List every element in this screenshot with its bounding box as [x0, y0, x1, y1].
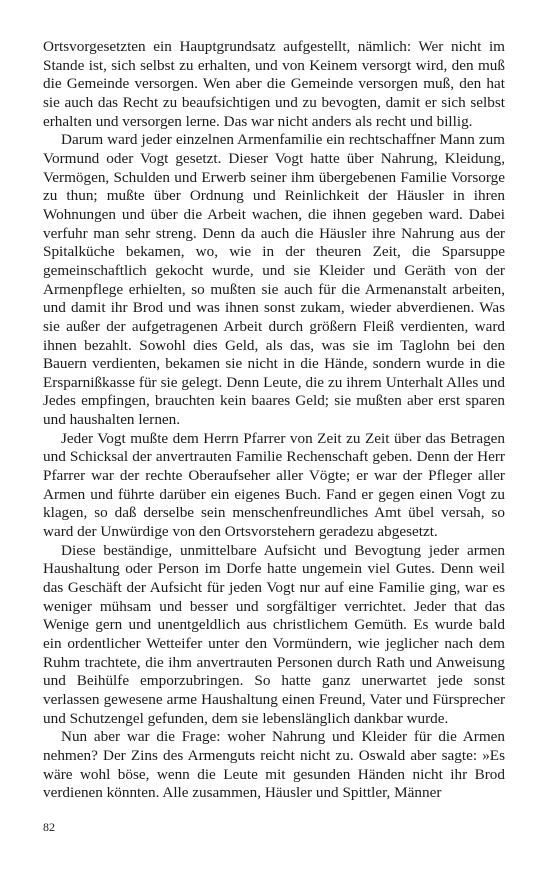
paragraph-2: Darum ward jeder einzelnen Armenfamilie ein rechtschaffner Mann zum Vormund oder Vogt gesetzt. Dieser Vogt hatte über Nahrung, Kleidung, Vermögen, Schulden und Erwerb seiner ihm übergebenen Familie Vorsorge zu thun; mußte über Ordnung und Reinlichkeit der Häusler in ihren Wohnungen und über die Arbeit wachen, die ihnen gegeben ward. Dabei verfuhr man sehr streng. Denn da auch die Häusler ihre Nahrung aus der Spitalküche bekamen, wo, wie in der theuren Zeit, die Sparsuppe gemeinschaftlich gekocht wurde, und sie Kleider und Geräth von der Armenpflege erhielten, so mußten sie auch für die Armenanstalt arbeiten, und damit ihr Brod und was ihnen sonst zukam, wieder abverdienen. Was sie außer der aufgetragenen Arbeit durch größern Fleiß verdienten, ward ihnen bezahlt. Sowohl dies Geld, als das, was sie im Taglohn bei den Bauern verdienten, bekamen sie nicht in die Hände, sondern wurde in die Ersparnißkasse für sie gelegt. Denn Leute, die zu ihrem Unterhalt Alles und Jedes empfingen, brauchten kein baares Geld; sie mußten aber erst sparen und haushalten lernen.: [43, 131, 505, 429]
paragraph-1: Ortsvorgesetzten ein Hauptgrundsatz aufgestellt, nämlich: Wer nicht im Stande ist, sich selbst zu erhalten, und von Keinem versorgt wird, den muß die Gemeinde versorgen. Wen aber die Gemeinde versorgen muß, den hat sie auch das Recht zu beaufsichtigen und zu bevogten, damit er sich selbst erhalten und versorgen lerne. Das war nicht anders als recht und billig.: [43, 38, 505, 130]
paragraph-4: Diese beständige, unmittelbare Aufsicht und Bevogtung jeder armen Haushaltung oder Person im Dorfe hatte ungemein viel Gutes. Denn weil das Geschäft der Aufsicht für jeden Vogt nur auf eine Familie ging, war es weniger mühsam und besser und sorgfältiger verrichtet. Jeder that das Wenige gern und unentgeldlich aus christlichem Gemüth. Es wurde bald ein ordentlicher Wetteifer unter den Vormündern, wie jeglicher nach dem Ruhm trachtete, die ihm anvertrauten Personen durch Rath und Anweisung und Beihülfe emporzubringen. So hatte ganz unerwartet jede sonst verlassen gewesene arme Haushaltung einen Freund, Vater und Fürsprecher und Schutzengel gefunden, dem sie lebenslänglich dankbar wurde.: [43, 541, 505, 727]
paragraph-5: Nun aber war die Frage: woher Nahrung und Kleider für die Armen nehmen? Der Zins des Armenguts reicht nicht zu. Oswald aber sagte: »Es wäre wohl böse, wenn die Leute mit gesunden Händen nicht ihr Brod verdienen könnten. Alle zusammen, Häusler und Spittler, Männer: [43, 728, 505, 802]
paragraph-3: Jeder Vogt mußte dem Herrn Pfarrer von Zeit zu Zeit über das Betragen und Schicksal der anvertrauten Familie Rechenschaft geben. Denn der Herr Pfarrer war der rechte Oberaufseher aller Vögte; er war der Pfleger aller Armen und führte darüber ein eigenes Buch. Fand er gegen einen Vogt zu klagen, so daß derselbe sein menschenfreundliches Amt übel versah, so ward der Unwürdige von den Ortsvorstehern geradezu abgesetzt.: [43, 429, 505, 541]
page-number: 82: [43, 820, 55, 834]
text-column: [43, 38, 505, 803]
